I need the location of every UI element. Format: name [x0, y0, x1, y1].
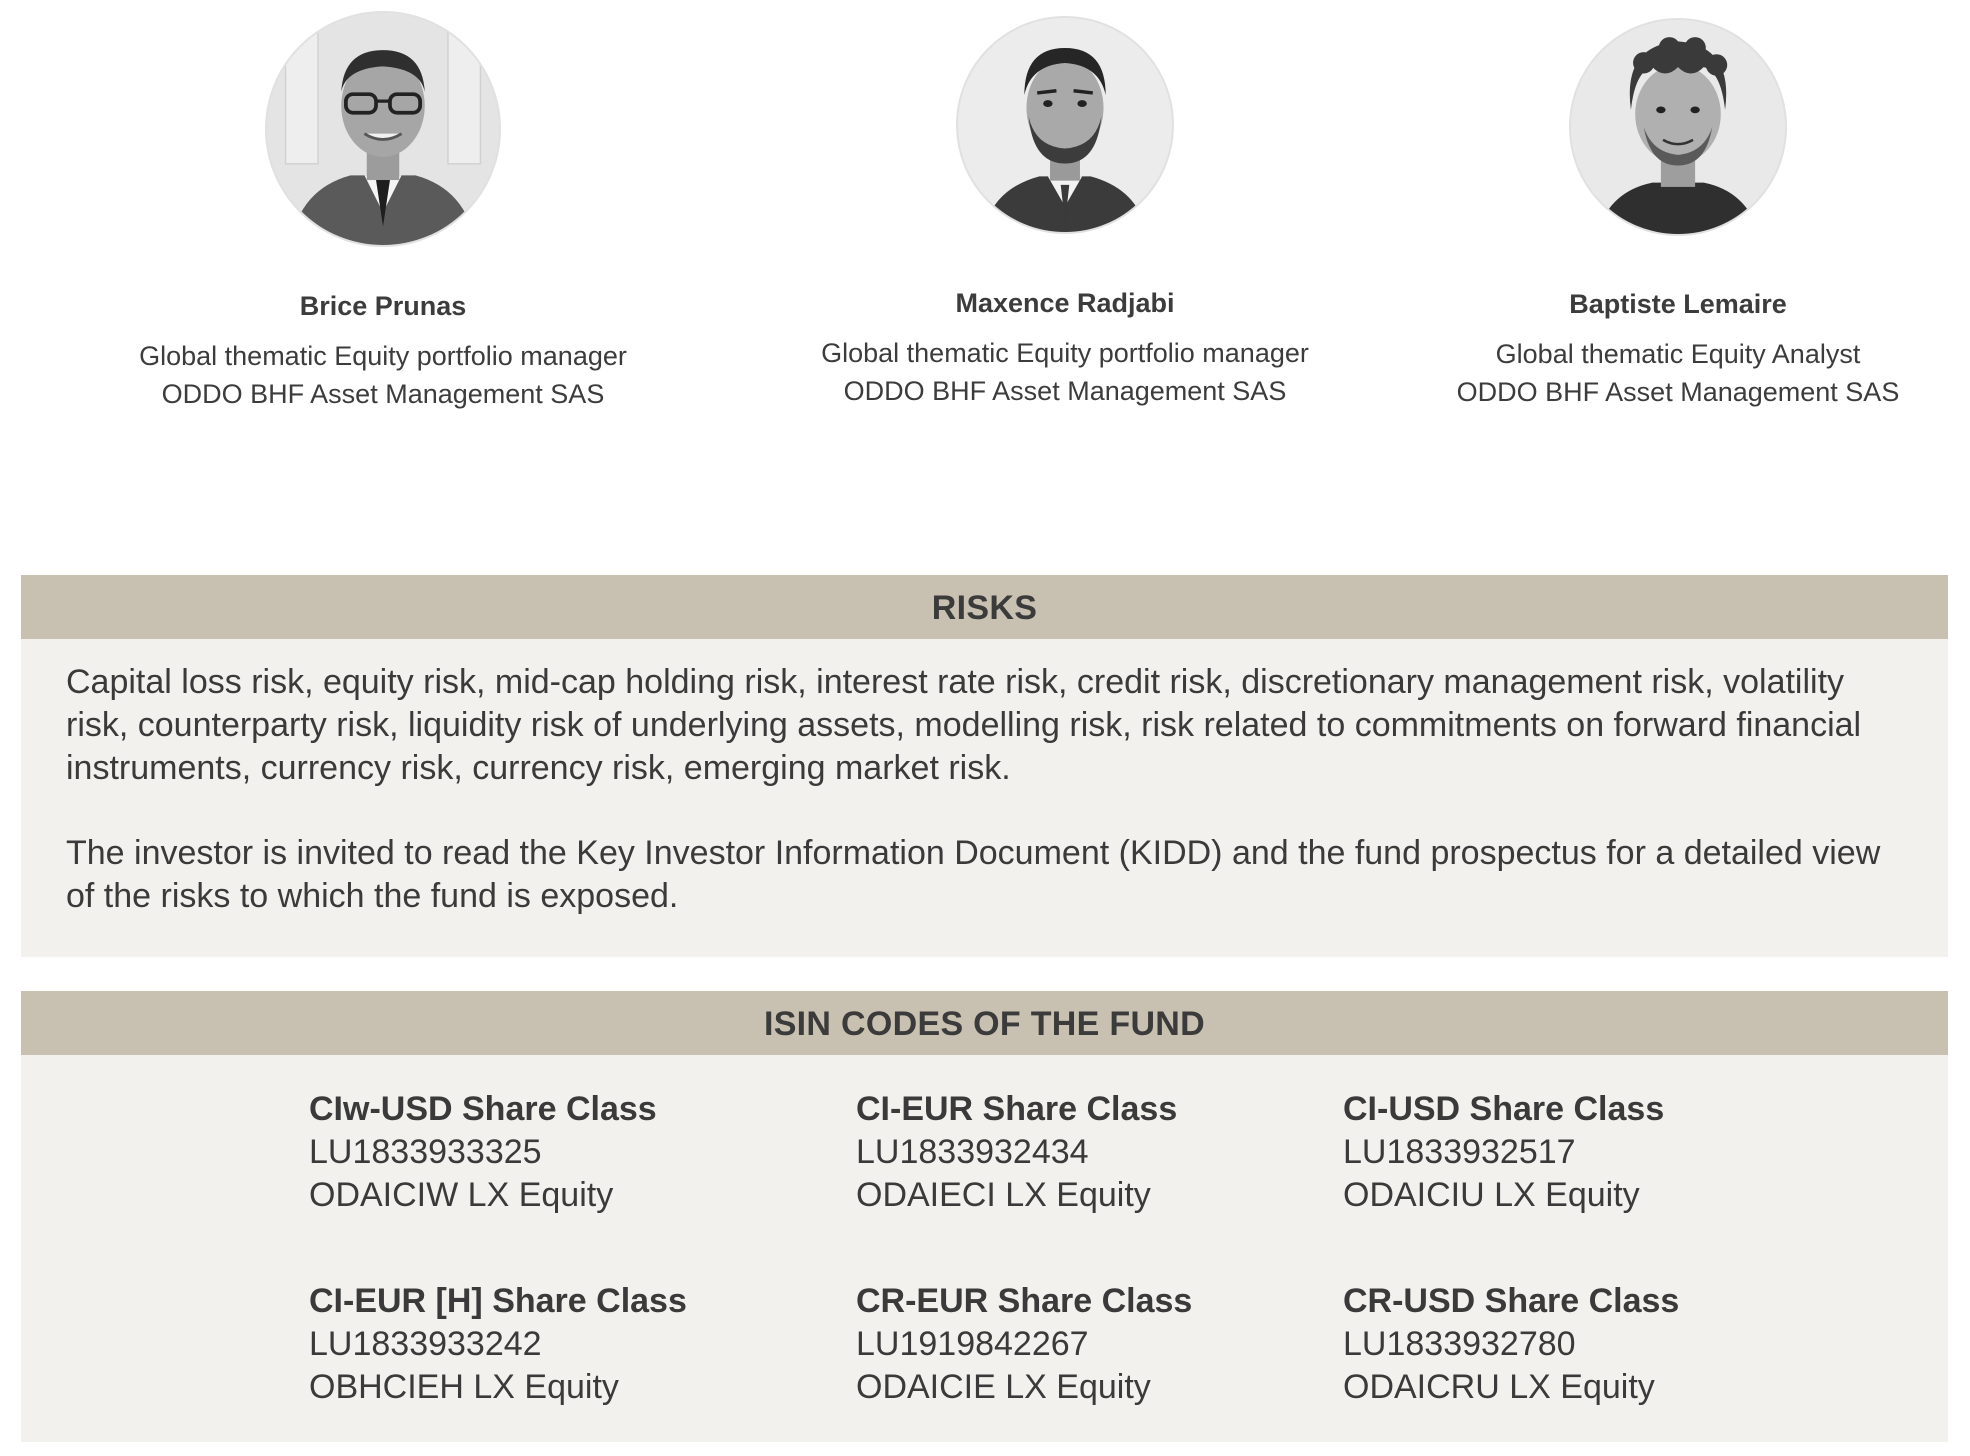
team-member: [745, 0, 1385, 410]
member-role: Global thematic Equity portfolio manager: [139, 341, 627, 371]
share-class: [309, 1088, 657, 1217]
share-class: [856, 1088, 1177, 1217]
risks-body: [21, 639, 1948, 918]
isin-grid: [309, 1088, 1709, 1428]
avatar: [956, 16, 1174, 234]
member-name: Baptiste Lemaire: [1569, 289, 1787, 319]
share-class-name: CI-USD Share Class: [1343, 1090, 1665, 1128]
member-role: Global thematic Equity Analyst: [1495, 339, 1861, 369]
avatar: [1569, 18, 1787, 236]
member-name: Maxence Radjabi: [955, 288, 1175, 318]
member-company: ODDO BHF Asset Management SAS: [1456, 377, 1900, 407]
member-company: ODDO BHF Asset Management SAS: [843, 376, 1287, 406]
isin-section: [21, 991, 1948, 1442]
share-class: [856, 1280, 1192, 1409]
isin-code: LU1833932517: [1343, 1133, 1576, 1171]
member-role: Global thematic Equity portfolio manager: [821, 338, 1309, 368]
bloomberg-ticker: ODAICRU LX Equity: [1343, 1368, 1655, 1406]
share-class-name: CI-EUR Share Class: [856, 1090, 1178, 1128]
share-class: [1343, 1280, 1679, 1409]
risks-title: RISKS: [21, 575, 1948, 639]
share-class-name: CIw-USD Share Class: [309, 1090, 657, 1128]
isin-code: LU1833932780: [1343, 1325, 1576, 1363]
isin-code: LU1833932434: [856, 1133, 1089, 1171]
bloomberg-ticker: ODAIECI LX Equity: [856, 1176, 1151, 1214]
team-section: [0, 0, 1970, 430]
share-class: [1343, 1088, 1664, 1217]
share-class-name: CR-EUR Share Class: [856, 1282, 1193, 1320]
team-member: [63, 0, 703, 413]
risks-paragraph: Capital loss risk, equity risk, mid-cap holding risk, interest rate risk, credit risk, discretionary management risk, volatility risk, counterparty risk, liquidity risk of underlying assets, modelling risk, risk related to commitments on forward financial instruments, currency risk, currency risk, emerging market risk.: [66, 663, 1862, 787]
risks-section: [21, 575, 1948, 957]
isin-code: LU1833933325: [309, 1133, 542, 1171]
bloomberg-ticker: ODAICIU LX Equity: [1343, 1176, 1640, 1214]
share-class-name: CR-USD Share Class: [1343, 1282, 1680, 1320]
team-member: [1358, 0, 1970, 411]
avatar: [265, 11, 501, 247]
isin-code: LU1833933242: [309, 1325, 542, 1363]
member-name: Brice Prunas: [299, 291, 467, 321]
bloomberg-ticker: ODAICIE LX Equity: [856, 1368, 1151, 1406]
bloomberg-ticker: ODAICIW LX Equity: [309, 1176, 614, 1214]
share-class-name: CI-EUR [H] Share Class: [309, 1282, 687, 1320]
risks-paragraph: The investor is invited to read the Key Investor Information Document (KIDD) and the fund prospectus for a detailed view of the risks to which the fund is exposed.: [66, 834, 1881, 915]
member-company: ODDO BHF Asset Management SAS: [161, 379, 605, 409]
bloomberg-ticker: OBHCIEH LX Equity: [309, 1368, 619, 1406]
share-class: [309, 1280, 687, 1409]
isin-code: LU1919842267: [856, 1325, 1089, 1363]
isin-title: ISIN CODES OF THE FUND: [21, 991, 1948, 1055]
